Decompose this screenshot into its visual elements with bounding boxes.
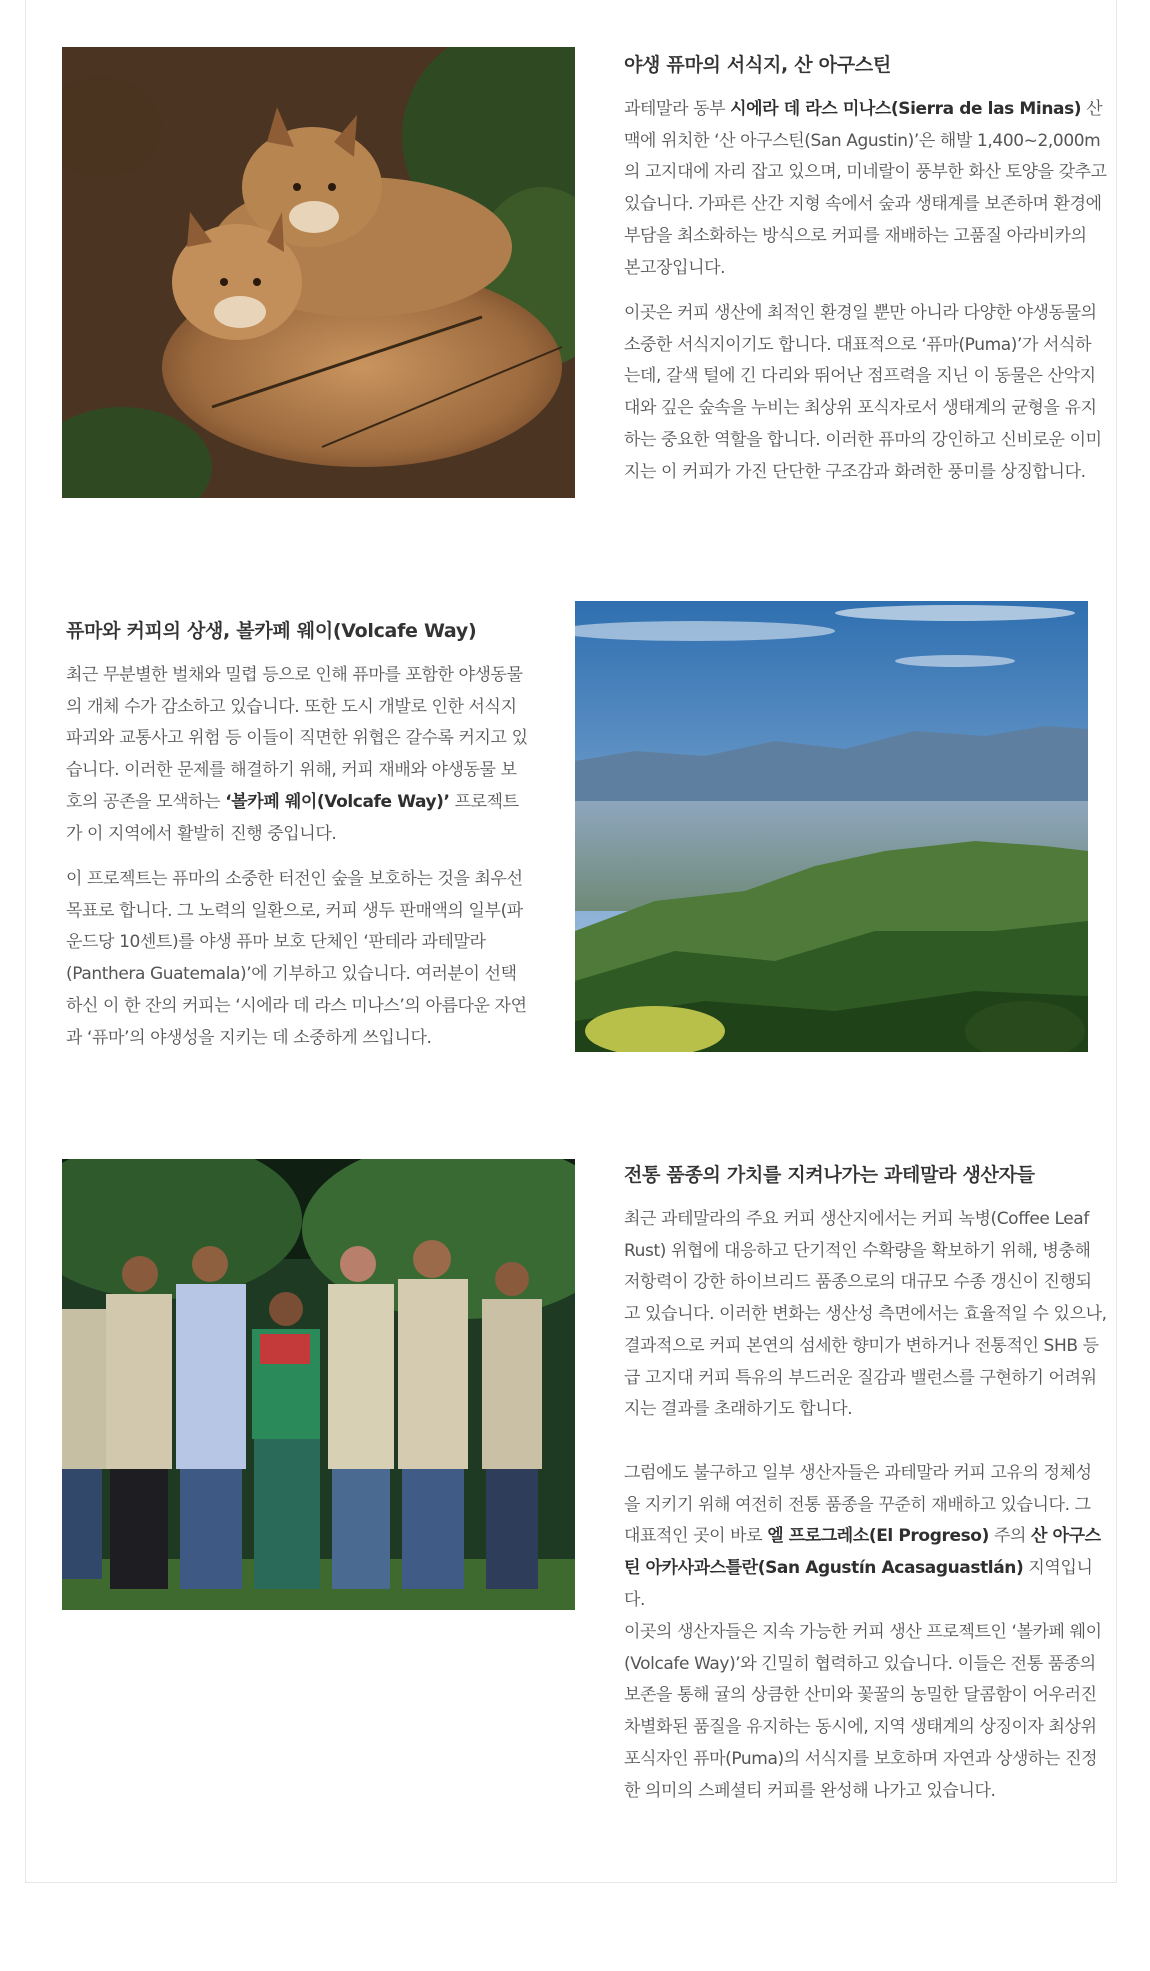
section-1-paragraph-2: [624, 298, 1107, 488]
section-1-paragraph-1: [624, 94, 1107, 284]
section-2-paragraph-1: [66, 660, 532, 850]
puma-photo: [62, 47, 575, 498]
text-run: 프로젝트가 이 지역에서 활발히 진행 중입니다.: [66, 791, 519, 844]
text-run: 이곳은 커피 생산에 최적인 환경일 뿐만 아니라 다양한 야생동물의 소중한 서식지이기도 합니다. 대표적으로 ‘퓨마(Puma)’가 서식하는데, 갈색 털에 긴 다리와 뛰어난 점프력을 지닌 이 동물은 산악지대와 깊은 숲속을 누비는 최상위 포식자로서 생태계의 균형을 유지하는 중요한 역할을 합니다. 이러한 퓨마의 강인하고 신비로운 이미지는 이 커피가 가진 단단한 구조감과 화려한 풍미를 상징합니다.: [624, 303, 1102, 482]
section-3-paragraph-1: [624, 1204, 1107, 1426]
text-run: 지역입니다.: [624, 1558, 1093, 1610]
emphasis-text: 엘 프로그레소(El Progreso): [767, 1526, 989, 1547]
highland-landscape-photo: [575, 601, 1088, 1052]
section-3-paragraph-3: [624, 1617, 1107, 1807]
section-3-title: 전통 품종의 가치를 지켜나가는 과테말라 생산자들: [624, 1164, 1035, 1186]
text-run: 그럼에도 불구하고 일부 생산자들은 과테말라 커피 고유의 정체성을 지키기 위해 여전히 전통 품종을 꾸준히 재배하고 있습니다. 그 대표적인 곳이 바로: [624, 1463, 1092, 1547]
text-run: 주의: [988, 1526, 1032, 1547]
section-3-paragraph-2: [624, 1458, 1107, 1617]
text-run: 과테말라 동부: [624, 99, 731, 119]
text-run: 이 프로젝트는 퓨마의 소중한 터전인 숲을 보호하는 것을 최우선 목표로 합니다. 그 노력의 일환으로, 커피 생두 판매액의 일부(파운드당 10센트)를 야생 퓨마 보호 단체인 ‘판테라 과테말라(Panthera Guatemala)’에 기부하고 있습니다. 여러분이 선택하신 이 한 잔의 커피는 ‘시에라 데 라스 미나스’의 아름다운 자연과 ‘퓨마’의 야생성을 지키는 데 소중하게 쓰입니다.: [66, 869, 527, 1048]
text-run: 이곳의 생산자들은 지속 가능한 커피 생산 프로젝트인 ‘볼카페 웨이(Volcafe Way)’와 긴밀히 협력하고 있습니다. 이들은 전통 품종의 보존을 통해 귤의 상큼한 산미와 꽃꿀의 농밀한 달콤함이 어우러진 차별화된 품질을 유지하는 동시에, 지역 생태계의 상징이자 최상위 포식자인 퓨마(Puma)의 서식지를 보호하며 자연과 상생하는 진정한 의미의 스페셜티 커피를 완성해 나가고 있습니다.: [624, 1622, 1102, 1801]
section-1-title: 야생 퓨마의 서식지, 산 아구스틴: [624, 54, 891, 76]
text-run: 산맥에 위치한 ‘산 아구스틴(San Agustin)’은 해발 1,400~2,000m의 고지대에 자리 잡고 있으며, 미네랄이 풍부한 화산 토양을 갖추고 있습니다. 가파른 산간 지형 속에서 숲과 생태계를 보존하며 환경에 부담을 최소화하는 방식으로 커피를 재배하는 고품질 아라비카의 본고장입니다.: [624, 99, 1107, 278]
text-run: 최근 무분별한 벌채와 밀렵 등으로 인해 퓨마를 포함한 야생동물의 개체 수가 감소하고 있습니다. 또한 도시 개발로 인한 서식지 파괴와 교통사고 위험 등 이들이 직면한 위협은 갈수록 커지고 있습니다. 이러한 문제를 해결하기 위해, 커피 재배와 야생동물 보호의 공존을 모색하는: [66, 665, 528, 812]
text-run: 최근 과테말라의 주요 커피 생산지에서는 커피 녹병(Coffee Leaf Rust) 위협에 대응하고 단기적인 수확량을 확보하기 위해, 병충해 저항력이 강한 하이브리드 품종으로의 대규모 수종 갱신이 진행되고 있습니다. 이러한 변화는 생산성 측면에서는 효율적일 수 있으나, 결과적으로 커피 본연의 섬세한 향미가 변하거나 전통적인 SHB 등급 고지대 커피 특유의 부드러운 질감과 밸런스를 구현하기 어려워지는 결과를 초래하기도 합니다.: [624, 1209, 1107, 1420]
section-2-title: 퓨마와 커피의 상생, 볼카페 웨이(Volcafe Way): [66, 620, 477, 642]
emphasis-text: 시에라 데 라스 미나스(Sierra de las Minas): [730, 99, 1082, 119]
producers-group-photo: [62, 1159, 575, 1610]
section-2-paragraph-2: [66, 864, 532, 1054]
emphasis-text: 산 아구스틴 아카사과스틀란(San Agustín Acasaguastlán): [624, 1526, 1101, 1579]
emphasis-text: ‘볼카페 웨이(Volcafe Way)’: [225, 791, 450, 812]
